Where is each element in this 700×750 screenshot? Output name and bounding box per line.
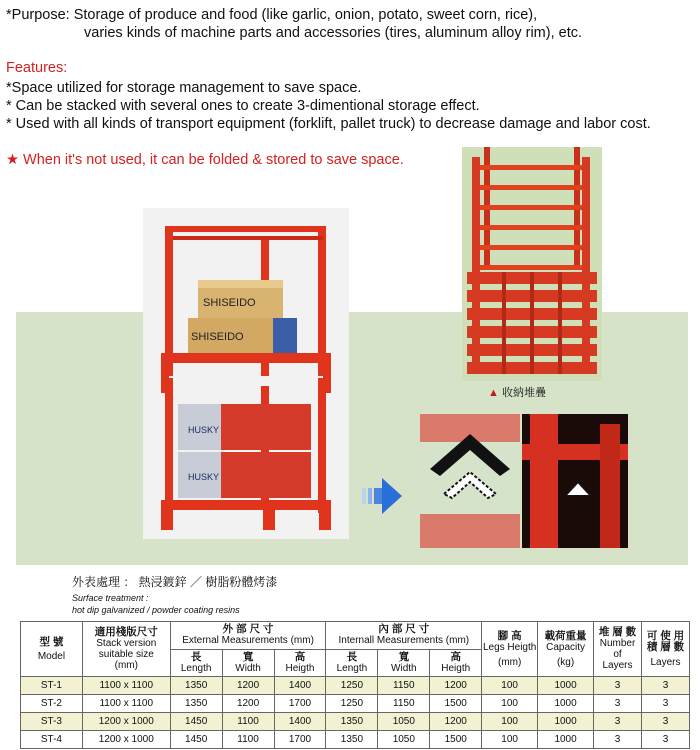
table-cell: 1150 (378, 695, 430, 713)
table-cell: 100 (482, 713, 538, 731)
col-usable-layers: 可 使 用 積 層 數 Layers (641, 622, 689, 677)
table-cell: 3 (641, 695, 689, 713)
col-int-width: 寬 Width (378, 649, 430, 677)
table-cell: 3 (594, 731, 642, 749)
col-group-external: 外 部 尺 寸 External Measurements (mm) (170, 622, 326, 650)
table-row (21, 731, 690, 749)
table-cell: 100 (482, 677, 538, 695)
table-cell: 1700 (274, 731, 326, 749)
table-cell: 1400 (274, 713, 326, 731)
table-cell: 1350 (326, 713, 378, 731)
table-cell: 1250 (326, 677, 378, 695)
table-cell: 1000 (538, 695, 594, 713)
table-cell: 1150 (378, 677, 430, 695)
table-cell: 1050 (378, 713, 430, 731)
table-cell: 1200 (222, 695, 274, 713)
table-cell: 1500 (430, 695, 482, 713)
features-list (6, 79, 651, 133)
col-legs-height: 腳 高 Legs Heigth (mm) (482, 622, 538, 677)
spec-table-body (21, 677, 690, 749)
table-cell: 3 (641, 713, 689, 731)
table-row (21, 695, 690, 713)
purpose-text (6, 6, 582, 42)
col-group-internal: 內 部 尺 寸 Internall Measurements (mm) (326, 622, 482, 650)
table-cell: ST-3 (21, 713, 83, 731)
table-cell: 1200 (430, 677, 482, 695)
table-cell: 1000 (538, 731, 594, 749)
table-cell: 1400 (274, 677, 326, 695)
hinge-detail-photo (420, 414, 628, 548)
col-ext-height: 高 Heigth (274, 649, 326, 677)
table-cell: 1250 (326, 695, 378, 713)
box-brand-text: HUSKY (188, 425, 220, 435)
surface-treatment-label: Surface treatment : (72, 593, 149, 603)
table-cell: 1000 (538, 677, 594, 695)
table-row (21, 713, 690, 731)
fold-caption-text: 收納堆疊 (501, 387, 546, 399)
table-cell: 1100 (222, 713, 274, 731)
table-row (21, 677, 690, 695)
table-cell: 3 (594, 713, 642, 731)
box-brand-text: SHISEIDO (191, 331, 244, 343)
col-int-height: 高 Heigth (430, 649, 482, 677)
folded-racks-photo (462, 147, 602, 381)
fold-caption (488, 384, 546, 400)
features-heading: Features: (6, 60, 68, 76)
table-cell: 1200 (430, 713, 482, 731)
table-cell: 100 (482, 695, 538, 713)
arrow-right-icon (362, 478, 402, 514)
table-cell: 3 (594, 695, 642, 713)
table-cell: 1450 (170, 713, 222, 731)
folded-note: ★ When it's not used, it can be folded & stored to save space. (6, 152, 404, 168)
table-cell: 1350 (170, 695, 222, 713)
col-stack-layers: 堆 層 數 Number of Layers (594, 622, 642, 677)
feature-item: *Space utilized for storage management to save space. (6, 80, 362, 96)
col-capacity: 載荷重量 Capacity (kg) (538, 622, 594, 677)
table-cell: 1700 (274, 695, 326, 713)
table-cell: 1350 (170, 677, 222, 695)
col-ext-width: 寬 Width (222, 649, 274, 677)
col-ext-length: 長 Length (170, 649, 222, 677)
table-cell: 1200 x 1000 (82, 731, 170, 749)
table-cell: 1000 (538, 713, 594, 731)
table-cell: 3 (594, 677, 642, 695)
table-cell: 1100 (222, 731, 274, 749)
purpose-line-1: *Purpose: Storage of produce and food (like garlic, onion, potato, sweet corn, rice), (6, 7, 538, 23)
table-cell: 1500 (430, 731, 482, 749)
surface-treatment-zh: 外表處理 ： 熱浸鍍鋅 ／ 樹脂粉體烤漆 (72, 575, 278, 589)
table-cell: ST-4 (21, 731, 83, 749)
box-brand-text: SHISEIDO (203, 297, 256, 309)
stack-rack-photo (143, 208, 349, 539)
table-cell: 100 (482, 731, 538, 749)
table-cell: 1100 x 1100 (82, 677, 170, 695)
table-cell: 1350 (326, 731, 378, 749)
table-cell: ST-1 (21, 677, 83, 695)
feature-item: * Used with all kinds of transport equipment (forklift, pallet truck) to decrease damage and labor cost. (6, 116, 651, 132)
col-int-length: 長 Length (326, 649, 378, 677)
table-cell: 1050 (378, 731, 430, 749)
feature-item: * Can be stacked with several ones to create 3-dimentional storage effect. (6, 98, 480, 114)
col-pallet-size: 適用棧版尺寸 Stack version suitable size (mm) (82, 622, 170, 677)
purpose-line-2: varies kinds of machine parts and accessories (tires, aluminum alloy rim), etc. (84, 25, 583, 41)
spec-table (20, 621, 690, 749)
surface-treatment-value: hot dip galvanized / powder coating resins (72, 605, 240, 615)
table-cell: 3 (641, 677, 689, 695)
triangle-marker-icon: ▲ (488, 387, 499, 399)
table-cell: 3 (641, 731, 689, 749)
table-cell: ST-2 (21, 695, 83, 713)
col-model: 型 號 Model (21, 622, 83, 677)
table-cell: 1200 x 1000 (82, 713, 170, 731)
table-cell: 1450 (170, 731, 222, 749)
table-cell: 1200 (222, 677, 274, 695)
table-cell: 1100 x 1100 (82, 695, 170, 713)
box-brand-text: HUSKY (188, 472, 220, 482)
